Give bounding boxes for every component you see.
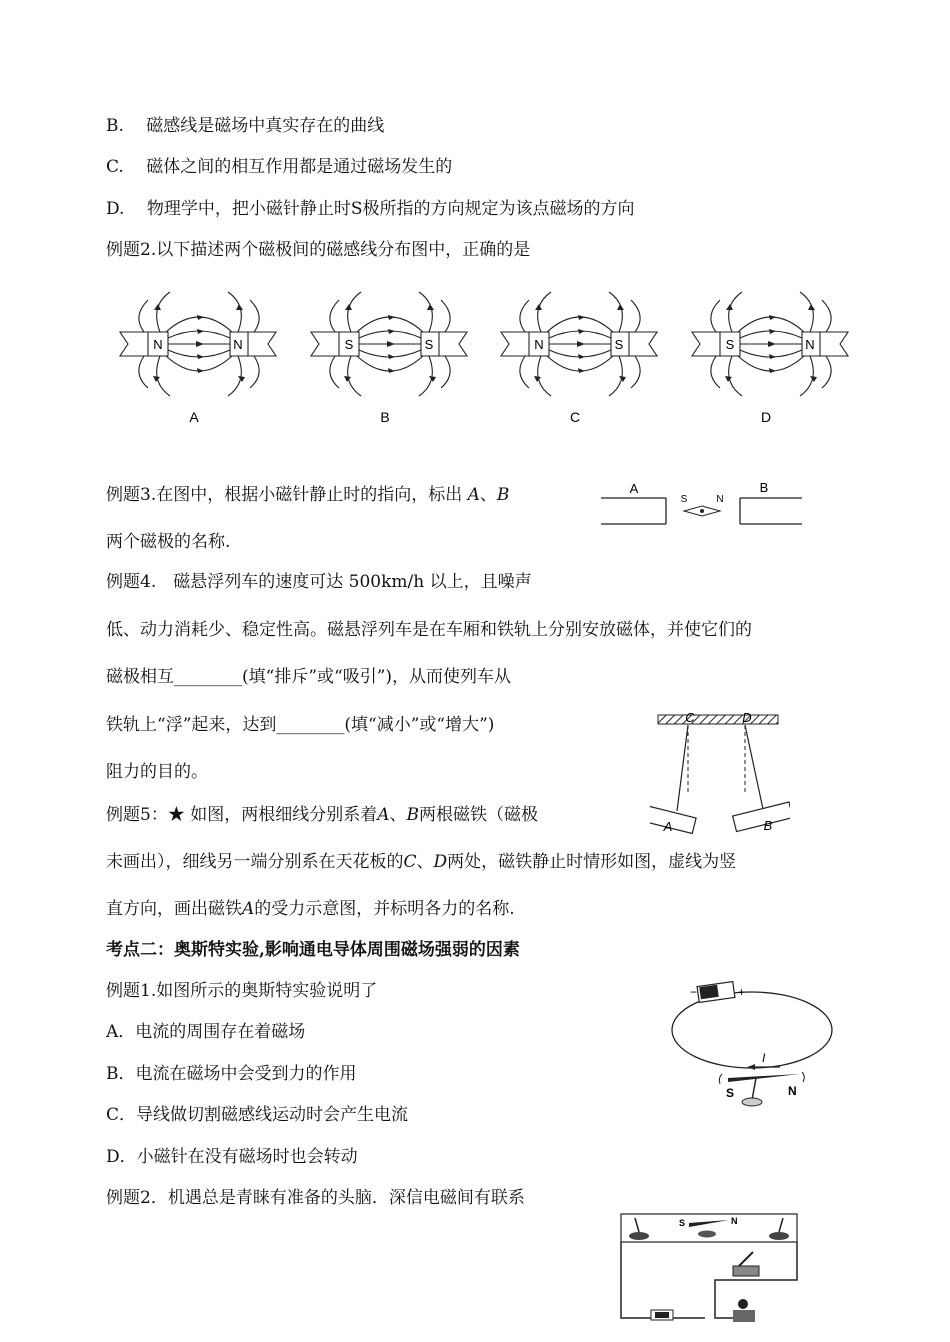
example4-line5: 阻力的目的。 <box>106 762 208 782</box>
battery-minus: − <box>690 985 698 999</box>
option-c: C. 磁体之间的相互作用都是通过磁场发生的 <box>106 157 453 177</box>
field-figure-d <box>690 288 850 428</box>
example4-line1: 例题4. 磁悬浮列车的速度可达 500km/h 以上，且噪声 <box>106 572 532 592</box>
magnet-a-label: A <box>629 481 639 496</box>
example5-line1: 例题5：★ 如图，两根细线分别系着A、B两根磁铁（磁极 <box>106 805 539 825</box>
magnet-b-label: B <box>759 480 769 495</box>
example4-line4: 铁轨上“浮”起来，达到________(填“减小”或“增大”) <box>106 715 495 735</box>
field-figure-a <box>118 288 278 428</box>
example5-line3: 直方向，画出磁铁A的受力示意图，并标明各力的名称. <box>106 899 515 919</box>
needle-s: S <box>726 1086 735 1100</box>
example3-line2: 两个磁极的名称. <box>106 532 231 552</box>
left-pole-label: N <box>153 337 163 352</box>
s2-example1-stem: 例题1.如图所示的奥斯特实验说明了 <box>106 981 378 1001</box>
s2-ex1-option-a: A．电流的周围存在着磁场 <box>106 1022 306 1042</box>
battery-plus: + <box>738 985 746 999</box>
s2-ex1-option-c: C．导线做切割磁感线运动时会产生电流 <box>106 1105 409 1125</box>
section-heading: 考点二：奥斯特实验,影响通电导体周围磁场强弱的因素 <box>106 940 520 960</box>
current-label: I <box>762 1051 766 1065</box>
point-c-label: C <box>685 710 695 725</box>
s2-example2-stem: 例题2．机遇总是青睐有准备的头脑．深信电磁间有联系 <box>106 1188 525 1208</box>
left-pole-label: S <box>725 337 735 352</box>
right-pole-label: S <box>424 337 434 352</box>
point-d-label: D <box>742 710 752 725</box>
left-pole-label: S <box>344 337 354 352</box>
example4-line2: 低、动力消耗少、稳定性高。磁悬浮列车是在车厢和铁轨上分别安放磁体，并使它们的 <box>106 620 752 640</box>
magnet-b-label: B <box>763 818 773 833</box>
example5-line2: 未画出），细线另一端分别系在天花板的C、D两处，磁铁静止时情形如图，虚线为竖 <box>106 852 737 872</box>
s2-ex1-option-d: D．小磁针在没有磁场时也会转动 <box>106 1147 358 1167</box>
field-figure-b <box>309 288 469 428</box>
right-pole-label: N <box>805 337 815 352</box>
hanging-magnets-figure <box>650 705 790 840</box>
example3-line1: 例题3.在图中，根据小磁针静止时的指向，标出 A、B <box>106 485 510 505</box>
figure-letter-label: B <box>380 409 390 425</box>
right-pole-label: N <box>233 337 243 352</box>
example2-stem: 例题2.以下描述两个磁极间的磁感线分布图中，正确的是 <box>106 240 531 260</box>
figure-letter-label: A <box>189 409 199 425</box>
needle-s: S <box>679 1218 686 1228</box>
field-figure-c <box>499 288 659 428</box>
option-d: D. 物理学中，把小磁针静止时S极所指的方向规定为该点磁场的方向 <box>106 199 635 219</box>
needle-n: N <box>731 1216 738 1226</box>
figure-letter-label: D <box>760 409 772 425</box>
needle-s-label: S <box>680 494 688 505</box>
example4-line3: 磁极相互________(填“排斥”或“吸引”)，从而使列车从 <box>106 667 512 687</box>
oersted-experiment-figure <box>660 970 840 1110</box>
s2-ex1-option-b: B．电流在磁场中会受到力的作用 <box>106 1064 357 1084</box>
option-b: B. 磁感线是磁场中真实存在的曲线 <box>106 116 385 136</box>
left-pole-label: N <box>534 337 544 352</box>
needle-n-label: N <box>716 494 724 505</box>
figure-letter-label: C <box>569 409 581 425</box>
magnet-needle-figure <box>596 478 806 530</box>
circuit-figure <box>615 1208 805 1338</box>
magnet-a-label: A <box>663 819 673 834</box>
needle-n: N <box>788 1084 797 1098</box>
right-pole-label: S <box>614 337 624 352</box>
